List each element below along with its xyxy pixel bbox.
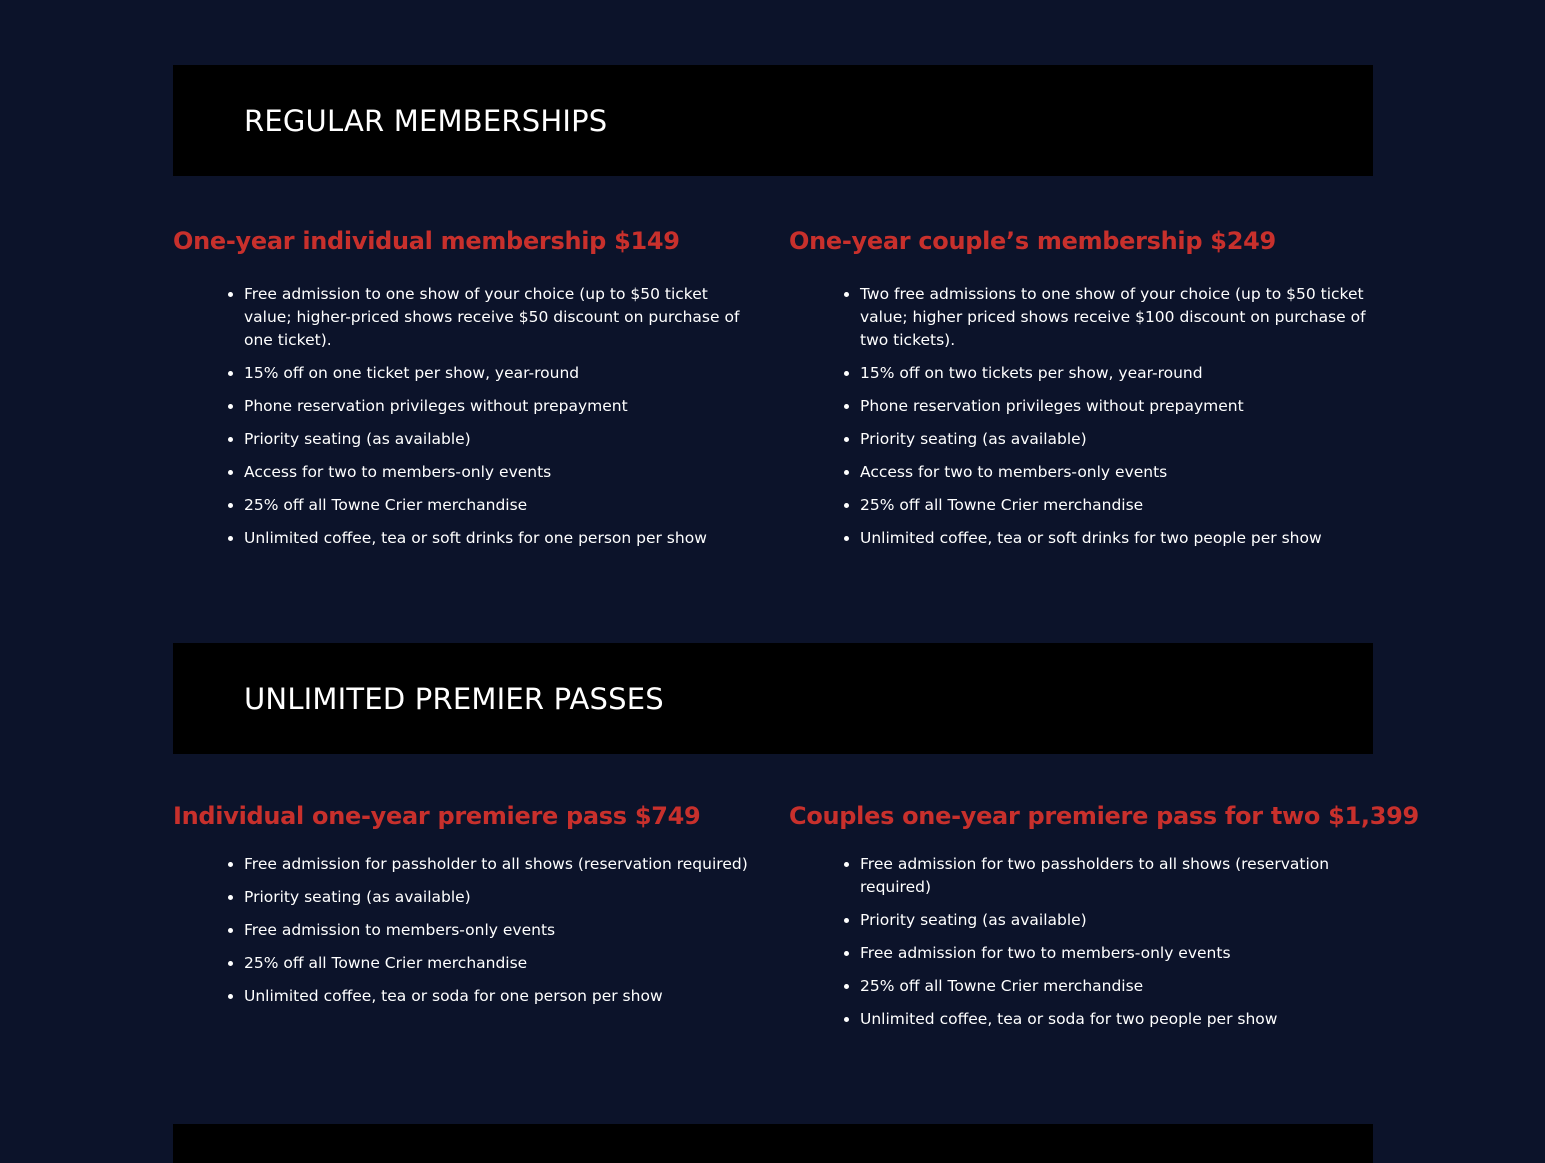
list-item: • Priority seating (as available)	[860, 428, 1373, 451]
plan-title: One-year individual membership $149	[173, 227, 680, 255]
list-item: • Two free admissions to one show of your choice (up to $50 ticket value; higher priced shows receive $100 discount on purchase of two tickets).	[860, 283, 1373, 352]
section-banner-regular-memberships	[173, 65, 1373, 176]
list-item: • Priority seating (as available)	[244, 428, 757, 451]
plan-individual-membership	[173, 226, 757, 560]
plan-title: One-year couple’s membership $249	[789, 227, 1276, 255]
section-title: UNLIMITED PREMIER PASSES	[244, 681, 664, 716]
list-item: • Unlimited coffee, tea or soda for two people per show	[860, 1008, 1373, 1031]
list-item: • Phone reservation privileges without prepayment	[860, 395, 1373, 418]
list-item: • Access for two to members-only events	[860, 461, 1373, 484]
list-item: • Free admission to one show of your choice (up to $50 ticket value; higher-priced shows receive $50 discount on purchase of one ticket).	[244, 283, 757, 352]
list-item: • Free admission for two to members-only events	[860, 942, 1373, 965]
plan-title: Couples one-year premiere pass for two $1,399	[789, 802, 1419, 830]
plan-couples-membership	[789, 226, 1373, 560]
list-item: • Unlimited coffee, tea or soda for one person per show	[244, 985, 757, 1008]
list-item: • Free admission for two passholders to all shows (reservation required)	[860, 853, 1373, 899]
section-title: REGULAR MEMBERSHIPS	[244, 103, 608, 138]
list-item: • Free admission to members-only events	[244, 919, 757, 942]
list-item: • Access for two to members-only events	[244, 461, 757, 484]
plan-individual-premiere-pass	[173, 801, 757, 1018]
benefit-list	[789, 853, 1373, 1031]
section-banner-next	[173, 1124, 1373, 1163]
plan-title: Individual one-year premiere pass $749	[173, 802, 701, 830]
list-item: • Priority seating (as available)	[860, 909, 1373, 932]
list-item: • 15% off on two tickets per show, year-round	[860, 362, 1373, 385]
list-item: • 25% off all Towne Crier merchandise	[860, 975, 1373, 998]
list-item: • 25% off all Towne Crier merchandise	[860, 494, 1373, 517]
list-item: • Priority seating (as available)	[244, 886, 757, 909]
list-item: • Phone reservation privileges without prepayment	[244, 395, 757, 418]
list-item: • Free admission for passholder to all shows (reservation required)	[244, 853, 757, 876]
benefit-list	[789, 283, 1373, 550]
benefit-list	[173, 283, 757, 550]
benefit-list	[173, 853, 757, 1008]
section-banner-unlimited-premier-passes	[173, 643, 1373, 754]
list-item: • 15% off on one ticket per show, year-round	[244, 362, 757, 385]
plan-couples-premiere-pass	[789, 801, 1419, 1041]
list-item: • 25% off all Towne Crier merchandise	[244, 494, 757, 517]
list-item: • Unlimited coffee, tea or soft drinks for one person per show	[244, 527, 757, 550]
list-item: • Unlimited coffee, tea or soft drinks for two people per show	[860, 527, 1373, 550]
list-item: • 25% off all Towne Crier merchandise	[244, 952, 757, 975]
